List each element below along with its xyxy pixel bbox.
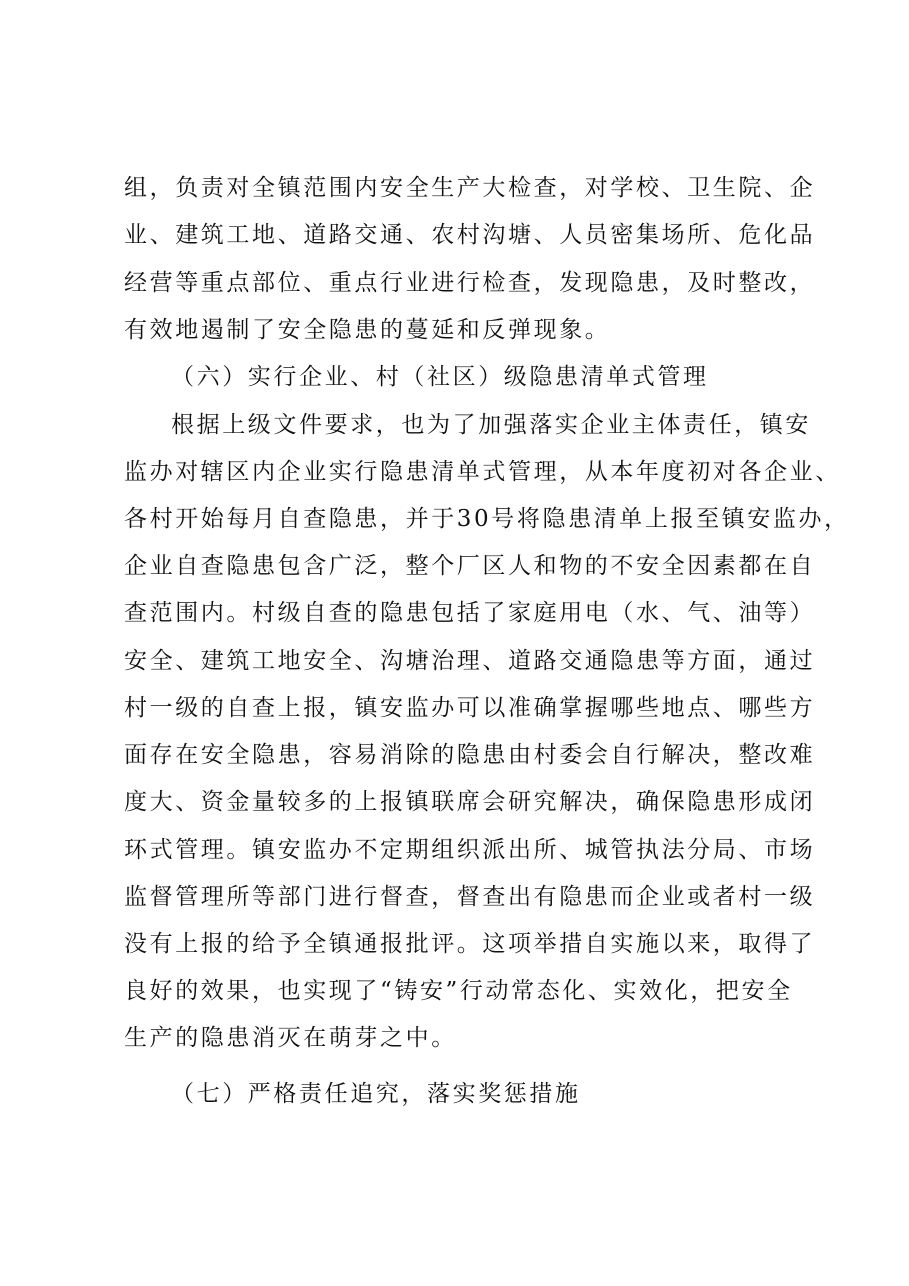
body-text-line: 企业自查隐患包含广泛，整个厂区人和物的不安全因素都在自	[124, 553, 816, 579]
body-text-line: 经营等重点部位、重点行业进行检查，发现隐患，及时整改，	[124, 270, 816, 296]
section-heading-6: （六）实行企业、村（社区）级隐患清单式管理	[171, 364, 709, 390]
body-text-line: 有效地遏制了安全隐患的蔓延和反弹现象。	[124, 317, 611, 343]
body-text-line: 面存在安全隐患，容易消除的隐患由村委会自行解决，整改难	[124, 742, 816, 768]
body-text-line: 安全、建筑工地安全、沟塘治理、道路交通隐患等方面，通过	[124, 648, 816, 674]
body-text-line: 监办对辖区内企业实行隐患清单式管理，从本年度初对各企业、	[124, 459, 841, 485]
section-heading-7: （七）严格责任追究，落实奖惩措施	[171, 1081, 581, 1107]
body-text-line: 环式管理。镇安监办不定期组织派出所、城管执法分局、市场	[124, 837, 816, 863]
body-text-line: 查范围内。村级自查的隐患包括了家庭用电（水、气、油等）	[124, 600, 816, 626]
body-text-line: 监督管理所等部门进行督查，督查出有隐患而企业或者村一级	[124, 884, 816, 910]
body-text-line: 生产的隐患消灭在萌芽之中。	[124, 1025, 457, 1051]
body-text-line: 根据上级文件要求，也为了加强落实企业主体责任，镇安	[171, 412, 811, 438]
body-text-line: 良好的效果，也实现了“铸安”行动常态化、实效化，把安全	[124, 978, 793, 1004]
body-text-line: 度大、资金量较多的上报镇联席会研究解决，确保隐患形成闭	[124, 789, 816, 815]
body-text-line: 各村开始每月自查隐患，并于30号将隐患清单上报至镇安监办，	[124, 506, 850, 532]
body-text-line: 村一级的自查上报，镇安监办可以准确掌握哪些地点、哪些方	[124, 695, 816, 721]
body-text-line: 组，负责对全镇范围内安全生产大检查，对学校、卫生院、企	[124, 175, 816, 201]
body-text-line: 业、建筑工地、道路交通、农村沟塘、人员密集场所、危化品	[124, 222, 816, 248]
body-text-line: 没有上报的给予全镇通报批评。这项举措自实施以来，取得了	[124, 931, 816, 957]
